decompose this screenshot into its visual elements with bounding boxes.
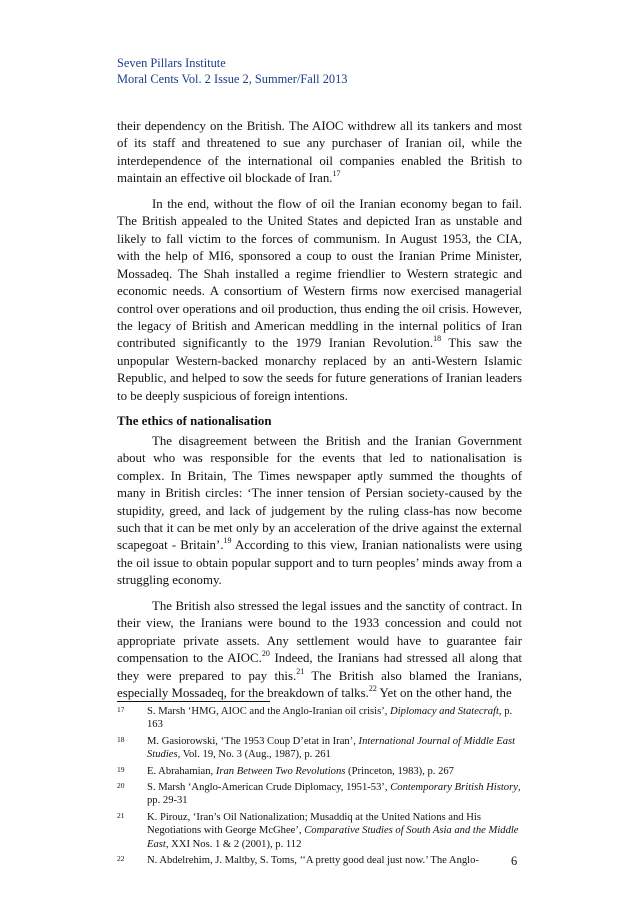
footnote-number: 17 xyxy=(117,705,125,714)
footnote-number: 18 xyxy=(117,734,125,744)
footnote-ref-18[interactable]: 18 xyxy=(433,334,442,344)
header-journal: Moral Cents Vol. 2 Issue 2, Summer/Fall 2013 xyxy=(117,71,348,86)
footnote-separator xyxy=(117,701,270,702)
paragraph-1: their dependency on the British. The AIOC withdrew all its tankers and most of its staff and threatened to sue any purchaser of Iranian oil, while the interdependence of the international oil companies enabled the British to maintain an effective oil blockade of Iran.$^{17}$ xyxy=(117,119,522,186)
footnote-ref-19[interactable]: 19 xyxy=(223,536,232,546)
running-header xyxy=(117,56,348,87)
section-heading: The ethics of nationalisation xyxy=(117,414,272,429)
footnote-number: 21 xyxy=(117,810,125,820)
footnote-number: 22 xyxy=(117,854,125,864)
body-text xyxy=(117,118,522,711)
header-institute: Seven Pillars Institute xyxy=(117,56,226,70)
footnote-ref-20[interactable]: 20 xyxy=(261,649,270,659)
footnote: 22 N. Abdelrehim, J. Maltby, S. Toms, ‘‘A pretty good deal just now.’ The Anglo- xyxy=(117,854,479,867)
footnotes xyxy=(117,705,522,870)
footnote-ref-17[interactable]: 17 xyxy=(332,169,341,179)
footnote: 20 S. Marsh ‘Anglo-American Crude Diplomacy, 1951-53’, Contemporary British History, pp. 29-31 xyxy=(117,781,521,807)
footnote-ref-22[interactable]: 22 xyxy=(368,684,377,694)
footnote: 18 M. Gasiorowski, ‘The 1953 Coup D’etat in Iran’, International Journal of Middle East Studies, Vol. 19, No. 3 (Aug., 1987), p. 261 xyxy=(117,734,516,761)
paragraph-2: In the end, without the flow of oil the Iranian economy began to fail. The British appealed to the United States and depicted Iran as unstable and likely to fall victim to the forces of communism. In August 1953, the CIA, with the help of MI6, sponsored a coup to oust the Iranian Prime Minister, Mossadeq. The Shah installed a regime friendlier to Western strategic and economic needs. A consortium of Western firms now exercised managerial control over operations and oil production, thus ending the oil crisis. However, the legacy of British and American meddling in the internal politics of Iran contributed significantly to the 1979 Iranian Revolution.$^{18}$ This saw the unpopular Western-backed monarchy replaced by an anti-Western Islamic Republic, and helped to sow the seeds for future generations of Iranian leaders to be deeply suspicious of foreign intentions. xyxy=(117,196,522,403)
footnote-ref-21[interactable]: 21 xyxy=(296,666,305,676)
footnote: 19 E. Abrahamian, Iran Between Two Revolutions (Princeton, 1983), p. 267 xyxy=(117,764,454,777)
footnote: 17 S. Marsh ‘HMG, AIOC and the Anglo-Iranian oil crisis’, Diplomacy and Statecraft, p. 163 xyxy=(117,705,513,731)
page-number: 6 xyxy=(511,854,518,868)
footnote: 21 K. Pirouz, ‘Iran’s Oil Nationalization; Musaddiq at the United Nations and His Negotiations with George McGhee’, Comparative Studies of South Asia and the Middle East, XXI Nos. 1 & 2 (2001), p. 112 xyxy=(117,810,519,850)
paragraph-4: The British also stressed the legal issues and the sanctity of contract. In their view, the Iranians were bound to the 1933 concession and could not appropriate private assets. Any settlement would have to guarantee fair compensation to the AIOC.$^{20}$ Indeed, the Iranians had stressed all along that they were prepared to pay this.$^{21}$ The British also blamed the Iranians, especially Mossadeq, for the breakdown of talks.$^{22}$ Yet on the other hand, the xyxy=(117,598,522,701)
footnote-number: 20 xyxy=(117,781,125,791)
footnote-number: 19 xyxy=(117,764,125,774)
paragraph-3: The disagreement between the British and the Iranian Government about who was responsible for the events that led to nationalisation is complex. In Britain, The Times newspaper aptly summed the thoughts of many in British circles: ‘The inner tension of Persian society-caused by the stupidity, greed, and lack of judgement by the ruling class-has now become such that it can be met only by an acceleration of the drive against the external scapegoat - Britain’.$^{19}$ According to this view, Iranian nationalists were using the oil issue to obtain popular support and to turn peoples’ minds away from a struggling economy. xyxy=(117,433,522,588)
